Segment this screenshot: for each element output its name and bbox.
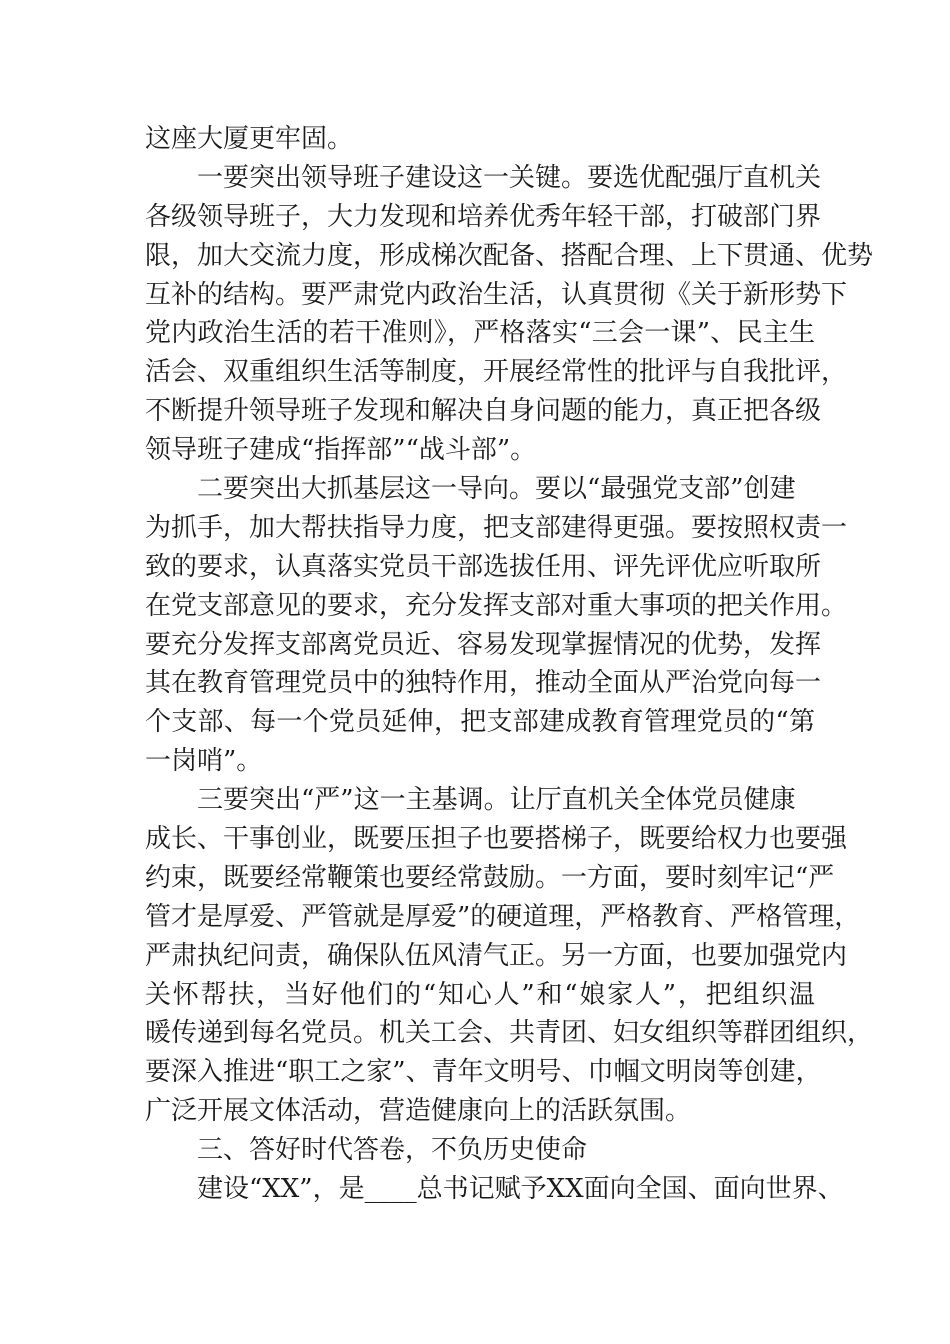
text-line: 要充分发挥支部离党员近、容易发现掌握情况的优势，发挥 (145, 629, 822, 660)
text-line: 互补的结构。要严肃党内政治生活，认真贯彻《关于新形势下 (145, 279, 848, 310)
text-line: 为抓手，加大帮扶指导力度，把支部建得更强。要按照权责一 (145, 512, 848, 543)
text-line: 限，加大交流力度，形成梯次配备、搭配合理、上下贯通、优势 (145, 240, 874, 271)
text-line: 各级领导班子，大力发现和培养优秀年轻干部，打破部门界 (145, 201, 822, 232)
paragraph-1-first-line: 一要突出领导班子建设这一关键。要选优配强厅直机关 (197, 162, 822, 193)
text-line: 一岗哨”。 (145, 746, 263, 777)
paragraph-3-first-line: 三要突出“严”这一主基调。让厅直机关全体党员健康 (197, 785, 796, 816)
text-line: 个支部、每一个党员延伸，把支部建成教育管理党员的“第 (145, 707, 815, 738)
text-line: 这座大厦更牢固。 (145, 124, 354, 154)
text-line: 致的要求，认真落实党员干部选拔任用、评先评优应听取所 (145, 551, 822, 582)
text-line: 活会、双重组织生活等制度，开展经常性的批评与自我批评， (145, 357, 848, 388)
text-line: 领导班子建成“指挥部”“战斗部”。 (145, 435, 537, 466)
text-line: 要深入推进“职工之家”、青年文明号、巾帼文明岗等创建， (145, 1057, 822, 1088)
text-line: 管才是厚爱、严管就是厚爱”的硬道理，严格教育、严格管理， (145, 901, 861, 932)
section-heading: 三、答好时代答卷，不负历史使命 (197, 1135, 588, 1166)
text-line: 党内政治生活的若干准则》，严格落实“三会一课”、民主生 (145, 318, 815, 349)
text-line: 成长、干事创业，既要压担子也要搭梯子，既要给权力也要强 (145, 824, 848, 855)
text-line: 其在教育管理党员中的独特作用，推动全面从严治党向每一 (145, 668, 822, 699)
paragraph-2-first-line: 二要突出大抓基层这一导向。要以“最强党支部”创建 (197, 474, 796, 505)
text-line: 在党支部意见的要求，充分发挥支部对重大事项的把关作用。 (145, 590, 848, 621)
text-line: 约束，既要经常鞭策也要经常鼓励。一方面，要时刻牢记“严 (145, 862, 835, 893)
paragraph-4-first-line: 建设“XX”，是____总书记赋予XX面向全国、面向世界、 (197, 1174, 844, 1205)
text-line: 广泛开展文体活动，营造健康向上的活跃氛围。 (145, 1096, 692, 1127)
text-line: 严肃执纪问责，确保队伍风清气正。另一方面，也要加强党内 (145, 940, 848, 971)
text-line: 关怀帮扶，当好他们的“知心人”和“娘家人”，把组织温 (145, 979, 815, 1010)
text-line: 不断提升领导班子发现和解决自身问题的能力，真正把各级 (145, 396, 822, 427)
text-line: 暖传递到每名党员。机关工会、共青团、妇女组织等群团组织， (145, 1018, 874, 1049)
document-body (145, 120, 874, 1209)
